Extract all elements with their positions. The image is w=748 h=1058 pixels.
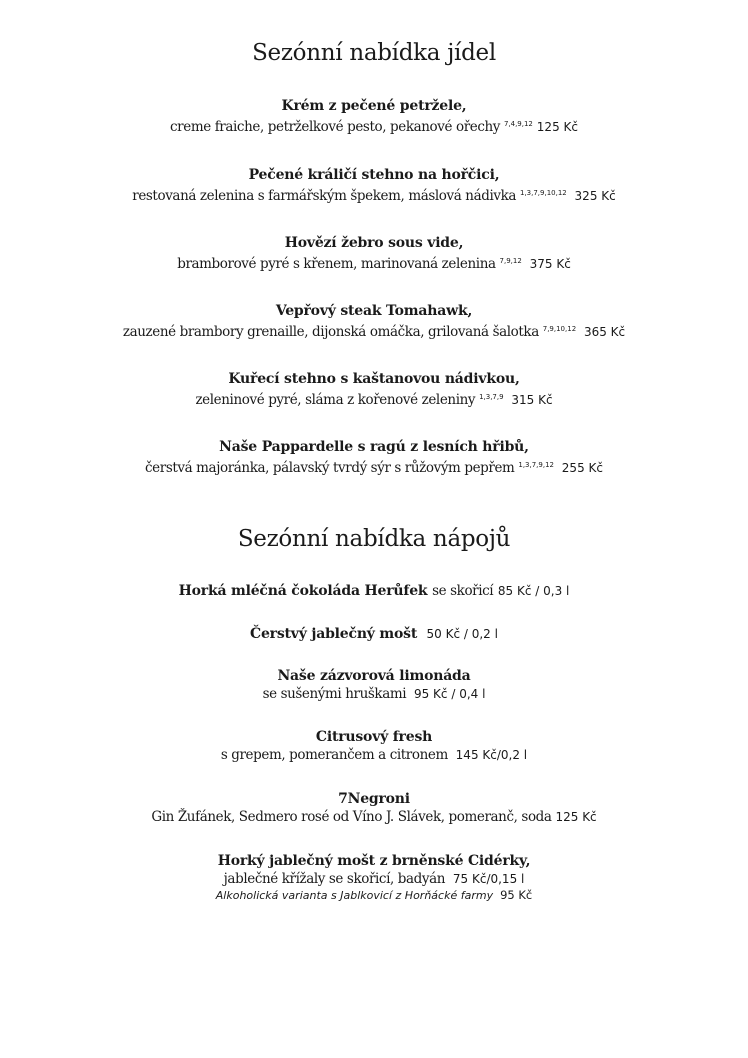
food-item — [0, 166, 748, 205]
food-item-description: zauzené brambory grenaille, dijonská omáčka, grilovaná šalotka $^{7,9,10,12}$ 365 Kč — [122, 324, 626, 340]
food-item-description: čerstvá majoránka, pálavský tvrdý sýr s růžovým pepřem $^{1,3,7,9,12}$ 255 Kč — [145, 460, 603, 476]
food-item-name: Hovězí žebro sous vide, — [284, 235, 464, 251]
price: 365 Kč — [583, 325, 626, 339]
price: 95 Kč — [500, 888, 533, 902]
food-item-name: Naše Pappardelle s ragú z lesních hřibů, — [219, 439, 529, 455]
food-item-description: restovaná zelenina s farmářským špekem, máslová nádivka $^{1,3,7,9,10,12}$ 325 Kč — [132, 188, 616, 204]
food-item — [0, 438, 748, 477]
drink-item-name: Horký jablečný mošt z brněnské Cidérky, — [217, 853, 531, 869]
food-item — [0, 234, 748, 273]
allergen-codes: 7,9,10,12 — [542, 325, 577, 333]
allergen-codes: 1,3,7,9 — [479, 393, 504, 401]
price: 85 Kč / 0,3 l — [497, 584, 570, 598]
drink-item-name: Citrusový fresh — [315, 729, 433, 745]
price: 125 Kč — [536, 120, 578, 134]
price: 125 Kč — [555, 810, 597, 824]
food-item-name: Vepřový steak Tomahawk, — [275, 303, 473, 319]
price: 375 Kč — [529, 257, 571, 271]
drink-item-name: 7Negroni — [338, 791, 410, 807]
allergen-codes: 7,9,12 — [499, 257, 522, 265]
drink-item — [0, 667, 748, 703]
price: 95 Kč / 0,4 l — [413, 687, 486, 701]
alcoholic-variant-note: Alkoholická varianta s Jablkovicí z Horňácké farmy 95 Kč — [215, 888, 533, 902]
drink-item-description: s grepem, pomerančem a citronem 145 Kč/0,2 l — [220, 747, 528, 763]
food-item-name: Krém z pečené petržele, — [281, 98, 467, 114]
food-item-name: Pečené králičí stehno na hořčici, — [248, 167, 500, 183]
food-item-description: creme fraiche, petrželkové pesto, pekanové ořechy $^{7,4,9,12}$ 125 Kč — [170, 119, 578, 135]
food-item — [0, 370, 748, 409]
drink-item-description: se skořicí — [432, 583, 494, 599]
price: 315 Kč — [511, 393, 553, 407]
food-item-description: zeleninové pyré, sláma z kořenové zeleniny $^{1,3,7,9}$ 315 Kč — [195, 392, 553, 408]
price: 75 Kč/0,15 l — [452, 872, 525, 886]
drink-item-description: Gin Žufánek, Sedmero rosé od Víno J. Slávek, pomeranč, soda 125 Kč — [151, 809, 597, 825]
food-section-title: Sezónní nabídka jídel — [252, 40, 496, 66]
food-item — [0, 97, 748, 136]
drink-item-description: se sušenými hruškami 95 Kč / 0,4 l — [262, 686, 486, 702]
drinks-section-title: Sezónní nabídka nápojů — [237, 526, 511, 552]
allergen-codes: 7,4,9,12 — [503, 120, 533, 128]
drink-item-name: Naše zázvorová limonáda — [277, 668, 471, 684]
drink-item-name: Horká mléčná čokoláda Herůfek — [178, 583, 428, 599]
drink-item-name: Čerstvý jablečný mošt — [250, 626, 418, 642]
price: 255 Kč — [561, 461, 603, 475]
drink-item — [0, 790, 748, 826]
allergen-codes: 1,3,7,9,12 — [518, 461, 554, 469]
price: 325 Kč — [574, 189, 616, 203]
food-item — [0, 302, 748, 341]
food-item-name: Kuřecí stehno s kaštanovou nádivkou, — [228, 371, 520, 387]
drink-item — [0, 625, 748, 643]
drink-item-description: jablečné křížaly se skořicí, badyán 75 Kč/0,15 l — [223, 871, 525, 887]
food-item-description: bramborové pyré s křenem, marinovaná zelenina $^{7,9,12}$ 375 Kč — [177, 256, 571, 272]
drink-item — [0, 852, 748, 903]
drink-item — [0, 582, 748, 600]
price: 145 Kč/0,2 l — [455, 748, 528, 762]
price: 50 Kč / 0,2 l — [426, 627, 498, 641]
drink-item — [0, 728, 748, 764]
allergen-codes: 1,3,7,9,10,12 — [519, 189, 567, 197]
